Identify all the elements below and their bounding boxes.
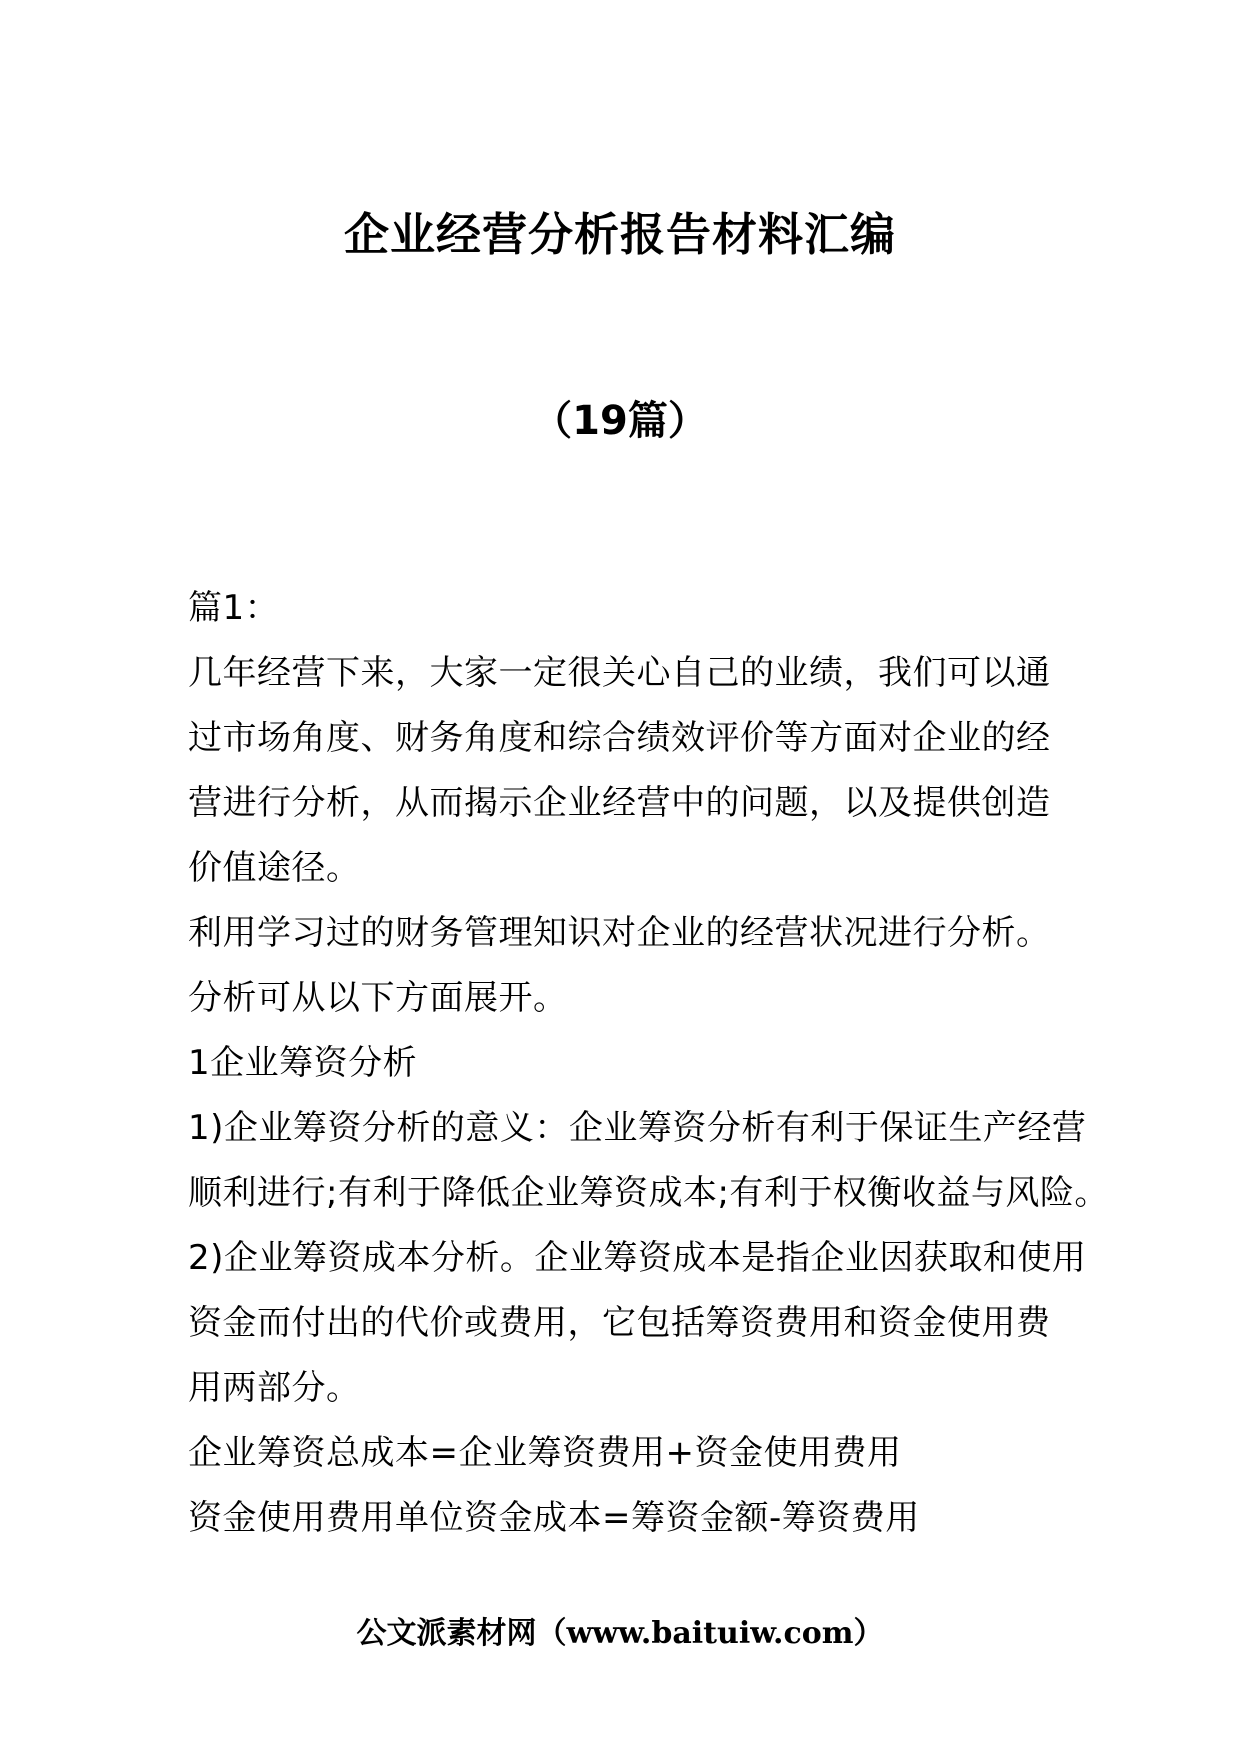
body-line: 价值途径。 [188,848,361,888]
document-title: 企业经营分析报告材料汇编 [343,208,896,261]
body-line: 篇1： [188,588,280,628]
footer-source: 公文派素材网（www.baituiw.com） [356,1616,884,1651]
body-line: 资金而付出的代价或费用，它包括筹资费用和资金使用费 [188,1303,1051,1343]
body-line: 营进行分析，从而揭示企业经营中的问题，以及提供创造 [188,783,1051,823]
body-line: 2)企业筹资成本分析。企业筹资成本是指企业因获取和使用 [188,1238,1087,1278]
body-line: 用两部分。 [188,1368,361,1408]
body-line: 过市场角度、财务角度和综合绩效评价等方面对企业的经 [188,718,1051,758]
body-line: 几年经营下来，大家一定很关心自己的业绩，我们可以通 [188,653,1051,693]
body-line: 资金使用费用单位资金成本=筹资金额-筹资费用 [188,1498,920,1538]
body-line: 1企业筹资分析 [188,1043,418,1083]
body-line: 分析可从以下方面展开。 [188,978,568,1018]
body-line: 企业筹资总成本=企业筹资费用+资金使用费用 [188,1433,902,1473]
body-line: 1)企业筹资分析的意义：企业筹资分析有利于保证生产经营 [188,1108,1087,1148]
document-subtitle: （19篇） [532,398,708,444]
body-line: 利用学习过的财务管理知识对企业的经营状况进行分析。 [188,913,1051,953]
document-body [188,576,1109,1551]
body-line: 顺利进行;有利于降低企业筹资成本;有利于权衡收益与风险。 [188,1173,1109,1213]
